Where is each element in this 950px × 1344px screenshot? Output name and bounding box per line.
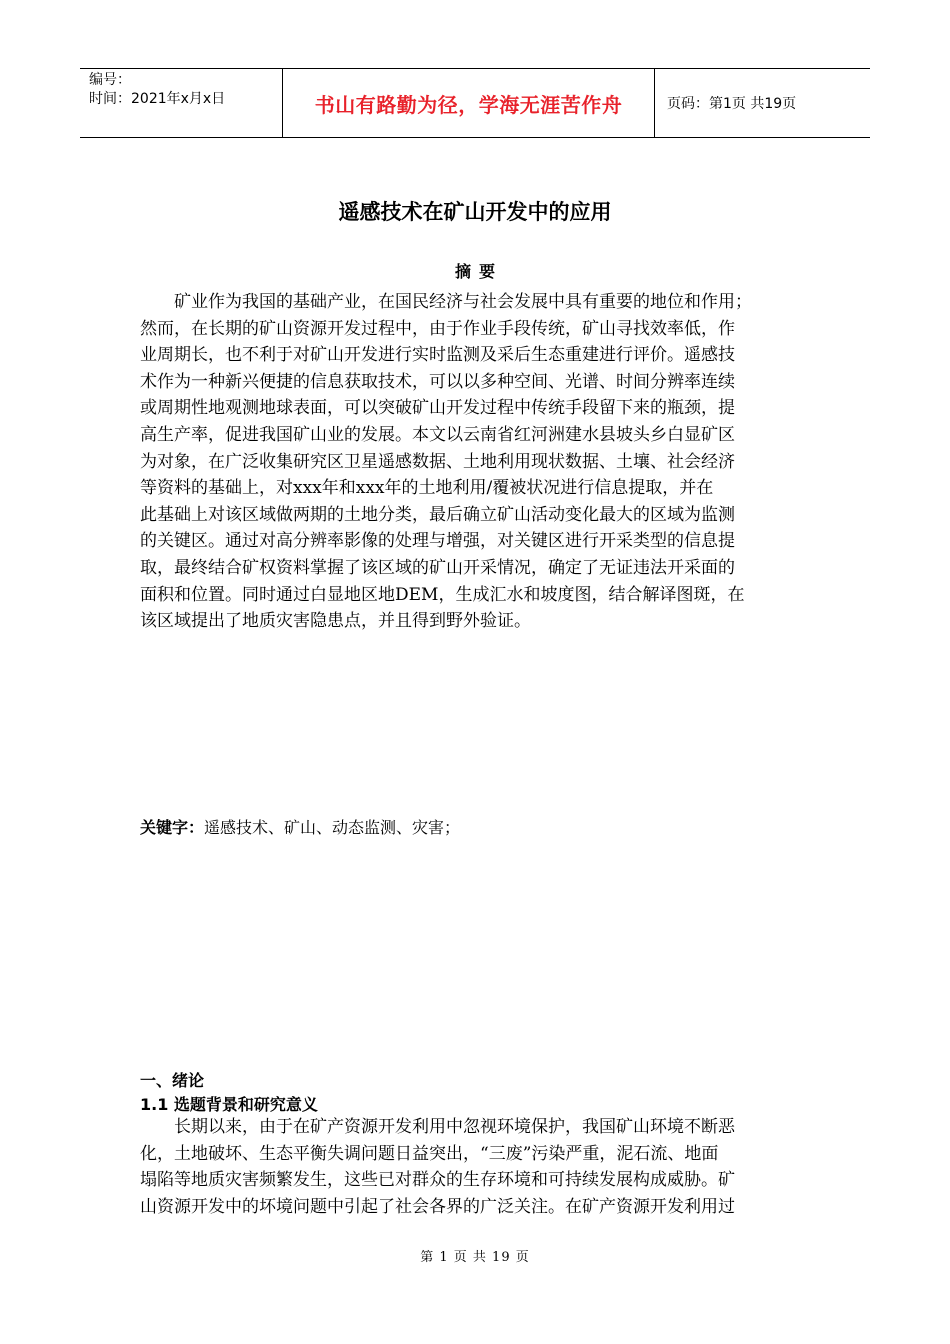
abstract-line: 此基础上对该区域做两期的土地分类，最后确立矿山活动变化最大的区域为监测	[140, 504, 735, 525]
document-title: 遥感技术在矿山开发中的应用	[338, 200, 612, 224]
doc-number-label: 编号：	[89, 72, 131, 88]
abstract-line: 该区域提出了地质灾害隐患点，并且得到野外验证。	[140, 611, 531, 632]
body-line: 塌陷等地质灾害频繁发生，这些已对群众的生存环境和可持续发展构成威胁。矿	[140, 1170, 735, 1191]
body-line: 山资源开发中的坏境问题中引起了社会各界的广泛关注。在矿产资源开发利用过	[140, 1196, 735, 1217]
document-header	[80, 68, 870, 138]
keywords-label: 关键字：	[140, 818, 205, 837]
header-motto: 书山有路勤为径，学海无涯苦作舟	[314, 92, 623, 117]
abstract-line: 矿业作为我国的基础产业，在国民经济与社会发展中具有重要的地位和作用；	[174, 292, 752, 312]
header-meta	[80, 69, 282, 137]
header-motto-cell	[282, 69, 655, 137]
abstract-line: 术作为一种新兴便捷的信息获取技术，可以以多种空间、光谱、时间分辨率连续	[140, 371, 735, 392]
subsection-heading: 1.1 选题背景和研究意义	[140, 1095, 318, 1114]
abstract-line: 高生产率，促进我国矿山业的发展。本文以云南省红河洲建水县坡头乡白显矿区	[140, 424, 735, 445]
abstract-heading: 摘要	[454, 262, 503, 281]
abstract-line: 取，最终结合矿权资料掌握了该区域的矿山开采情况，确定了无证违法开采面的	[140, 557, 735, 578]
abstract-line: 面积和位置。同时通过白显地区地DEM，生成汇水和坡度图，结合解译图斑，在	[140, 584, 745, 605]
page-footer: 第 1 页 共 19 页	[420, 1250, 530, 1265]
abstract-line: 的关键区。通过对高分辨率影像的处理与增强，对关键区进行开采类型的信息提	[140, 531, 735, 552]
header-page-info-cell	[655, 69, 870, 137]
doc-date: 时间：2021年x月x日	[89, 91, 226, 107]
keywords	[140, 816, 460, 840]
keywords-text: 遥感技术、矿山、动态监测、灾害；	[204, 818, 461, 837]
abstract-line: 业周期长，也不利于对矿山开发进行实时监测及采后生态重建进行评价。遥感技	[140, 345, 735, 366]
abstract-line: 等资料的基础上，对xxx年和xxx年的土地利用/覆被状况进行信息提取，并在	[140, 478, 714, 499]
body-line: 长期以来，由于在矿产资源开发利用中忽视环境保护，我国矿山环境不断恶	[174, 1117, 735, 1137]
body-line: 化，土地破坏、生态平衡失调问题日益突出，“三废”污染严重，泥石流、地面	[140, 1143, 719, 1164]
section-heading: 一、绪论	[140, 1071, 205, 1090]
abstract-line: 或周期性地观测地球表面，可以突破矿山开发过程中传统手段留下来的瓶颈，提	[140, 398, 735, 419]
abstract-body	[140, 289, 822, 635]
abstract-line: 为对象，在广泛收集研究区卫星遥感数据、土地利用现状数据、土壤、社会经济	[140, 451, 735, 472]
section-body	[140, 1114, 822, 1220]
abstract-line: 然而，在长期的矿山资源开发过程中，由于作业手段传统，矿山寻找效率低，作	[140, 318, 735, 339]
header-page-info: 页码：第1页 共19页	[667, 96, 797, 112]
